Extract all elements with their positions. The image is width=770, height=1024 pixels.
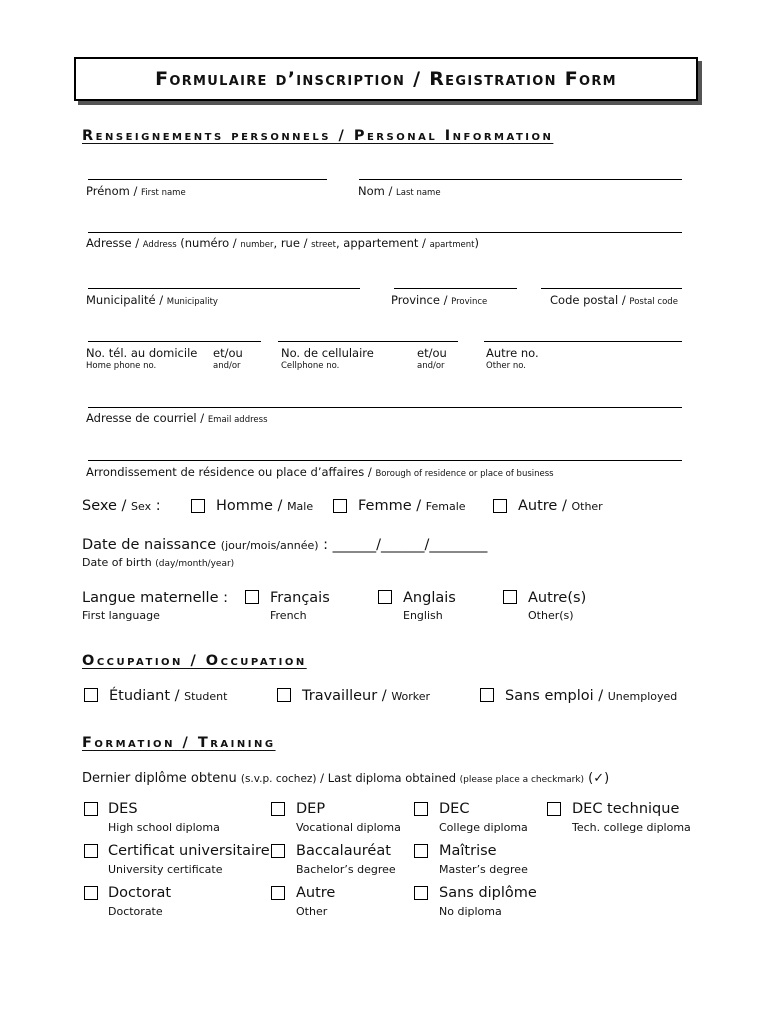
last-name-label: Nom / Last name — [358, 184, 441, 198]
municipality-field[interactable] — [88, 288, 360, 289]
diploma-des-label-en: High school diploma — [108, 821, 220, 834]
language-english-label-en: English — [403, 609, 443, 622]
cell-phone-field[interactable] — [278, 341, 458, 342]
diploma-none-label: Sans diplôme — [439, 885, 537, 901]
diploma-dec-technique-label-en: Tech. college diploma — [572, 821, 691, 834]
province-label: Province / Province — [391, 293, 488, 307]
diploma-dec-technique-checkbox[interactable] — [547, 802, 561, 816]
occupation-unemployed-label: Sans emploi / Unemployed — [505, 688, 678, 704]
language-english-checkbox[interactable] — [378, 590, 392, 604]
sex-other-checkbox[interactable] — [493, 499, 507, 513]
and-or-label-1: et/ou — [213, 346, 243, 360]
diploma-other-label: Autre — [296, 885, 336, 901]
dob-field[interactable]: : ______/______/________ — [318, 537, 488, 553]
diploma-dec-label-en: College diploma — [439, 821, 528, 834]
other-phone-label-en: Other no. — [486, 361, 526, 371]
postal-code-label: Code postal / Postal code — [550, 293, 678, 307]
province-field[interactable] — [394, 288, 517, 289]
other-phone-field[interactable] — [484, 341, 682, 342]
diploma-university-certificate-checkbox[interactable] — [84, 844, 98, 858]
occupation-student-label: Étudiant / Student — [109, 688, 228, 704]
first-name-field[interactable] — [88, 179, 327, 180]
language-label-en: First language — [82, 609, 160, 622]
language-french-label-en: French — [270, 609, 307, 622]
diploma-doctorate-checkbox[interactable] — [84, 886, 98, 900]
postal-code-field[interactable] — [541, 288, 682, 289]
personal-info-heading: Renseignements personnels / Personal Information — [82, 128, 554, 144]
cell-phone-label: No. de cellulaire — [281, 346, 374, 360]
municipality-label: Municipalité / Municipality — [86, 293, 218, 307]
language-other-label-en: Other(s) — [528, 609, 574, 622]
diploma-other-checkbox[interactable] — [271, 886, 285, 900]
last-name-field[interactable] — [359, 179, 682, 180]
diploma-bachelor-checkbox[interactable] — [271, 844, 285, 858]
other-phone-label: Autre no. — [486, 346, 539, 360]
occupation-heading: Occupation / Occupation — [82, 653, 307, 669]
language-other-checkbox[interactable] — [503, 590, 517, 604]
training-question: Dernier diplôme obtenu (s.v.p. cochez) / Last diploma obtained (please place a checkmark) (✓) — [82, 771, 610, 786]
home-phone-label-en: Home phone no. — [86, 361, 157, 371]
home-phone-field[interactable] — [88, 341, 261, 342]
diploma-des-checkbox[interactable] — [84, 802, 98, 816]
diploma-master-label: Maîtrise — [439, 843, 497, 859]
home-phone-label: No. tél. au domicile — [86, 346, 198, 360]
form-title-text: Formulaire d’inscription / Registration Form — [155, 68, 617, 90]
diploma-dep-label: DEP — [296, 801, 326, 817]
language-other-label: Autre(s) — [528, 590, 587, 606]
diploma-dep-label-en: Vocational diploma — [296, 821, 401, 834]
diploma-des-label: DES — [108, 801, 138, 817]
diploma-university-certificate-label: Certificat universitaire — [108, 843, 270, 859]
sex-female-checkbox[interactable] — [333, 499, 347, 513]
and-or-label-1-en: and/or — [213, 361, 241, 371]
diploma-dec-checkbox[interactable] — [414, 802, 428, 816]
form-title — [74, 57, 698, 101]
diploma-bachelor-label-en: Bachelor’s degree — [296, 863, 396, 876]
sex-female-label: Femme / Female — [358, 498, 466, 514]
address-label: Adresse / Address (numéro / number, rue / street, appartement / apartment) — [86, 236, 479, 250]
occupation-student-checkbox[interactable] — [84, 688, 98, 702]
diploma-other-label-en: Other — [296, 905, 328, 918]
diploma-none-label-en: No diploma — [439, 905, 502, 918]
diploma-master-label-en: Master’s degree — [439, 863, 528, 876]
language-french-checkbox[interactable] — [245, 590, 259, 604]
address-field[interactable] — [88, 232, 682, 233]
occupation-worker-checkbox[interactable] — [277, 688, 291, 702]
and-or-label-2-en: and/or — [417, 361, 445, 371]
email-field[interactable] — [88, 407, 682, 408]
diploma-dec-technique-label: DEC technique — [572, 801, 680, 817]
diploma-master-checkbox[interactable] — [414, 844, 428, 858]
diploma-dep-checkbox[interactable] — [271, 802, 285, 816]
diploma-university-certificate-label-en: University certificate — [108, 863, 223, 876]
diploma-none-checkbox[interactable] — [414, 886, 428, 900]
occupation-worker-label: Travailleur / Worker — [302, 688, 431, 704]
cell-phone-label-en: Cellphone no. — [281, 361, 340, 371]
diploma-doctorate-label: Doctorat — [108, 885, 172, 901]
occupation-unemployed-checkbox[interactable] — [480, 688, 494, 702]
diploma-bachelor-label: Baccalauréat — [296, 843, 391, 859]
diploma-dec-label: DEC — [439, 801, 470, 817]
diploma-doctorate-label-en: Doctorate — [108, 905, 163, 918]
and-or-label-2: et/ou — [417, 346, 447, 360]
training-heading: Formation / Training — [82, 735, 276, 751]
dob-label-en: Date of birth (day/month/year) — [82, 556, 235, 569]
sex-male-label: Homme / Male — [216, 498, 314, 514]
sex-label: Sexe / Sex : — [82, 498, 161, 514]
email-label: Adresse de courriel / Email address — [86, 411, 268, 425]
sex-male-checkbox[interactable] — [191, 499, 205, 513]
first-name-label: Prénom / First name — [86, 184, 186, 198]
borough-label: Arrondissement de résidence ou place d’affaires / Borough of residence or place of business — [86, 465, 554, 479]
borough-field[interactable] — [88, 460, 682, 461]
sex-other-label: Autre / Other — [518, 498, 603, 514]
dob-label: Date de naissance (jour/mois/année) : ______/______/________ — [82, 537, 488, 553]
language-french-label: Français — [270, 590, 330, 606]
language-english-label: Anglais — [403, 590, 456, 606]
language-label: Langue maternelle : — [82, 590, 228, 606]
